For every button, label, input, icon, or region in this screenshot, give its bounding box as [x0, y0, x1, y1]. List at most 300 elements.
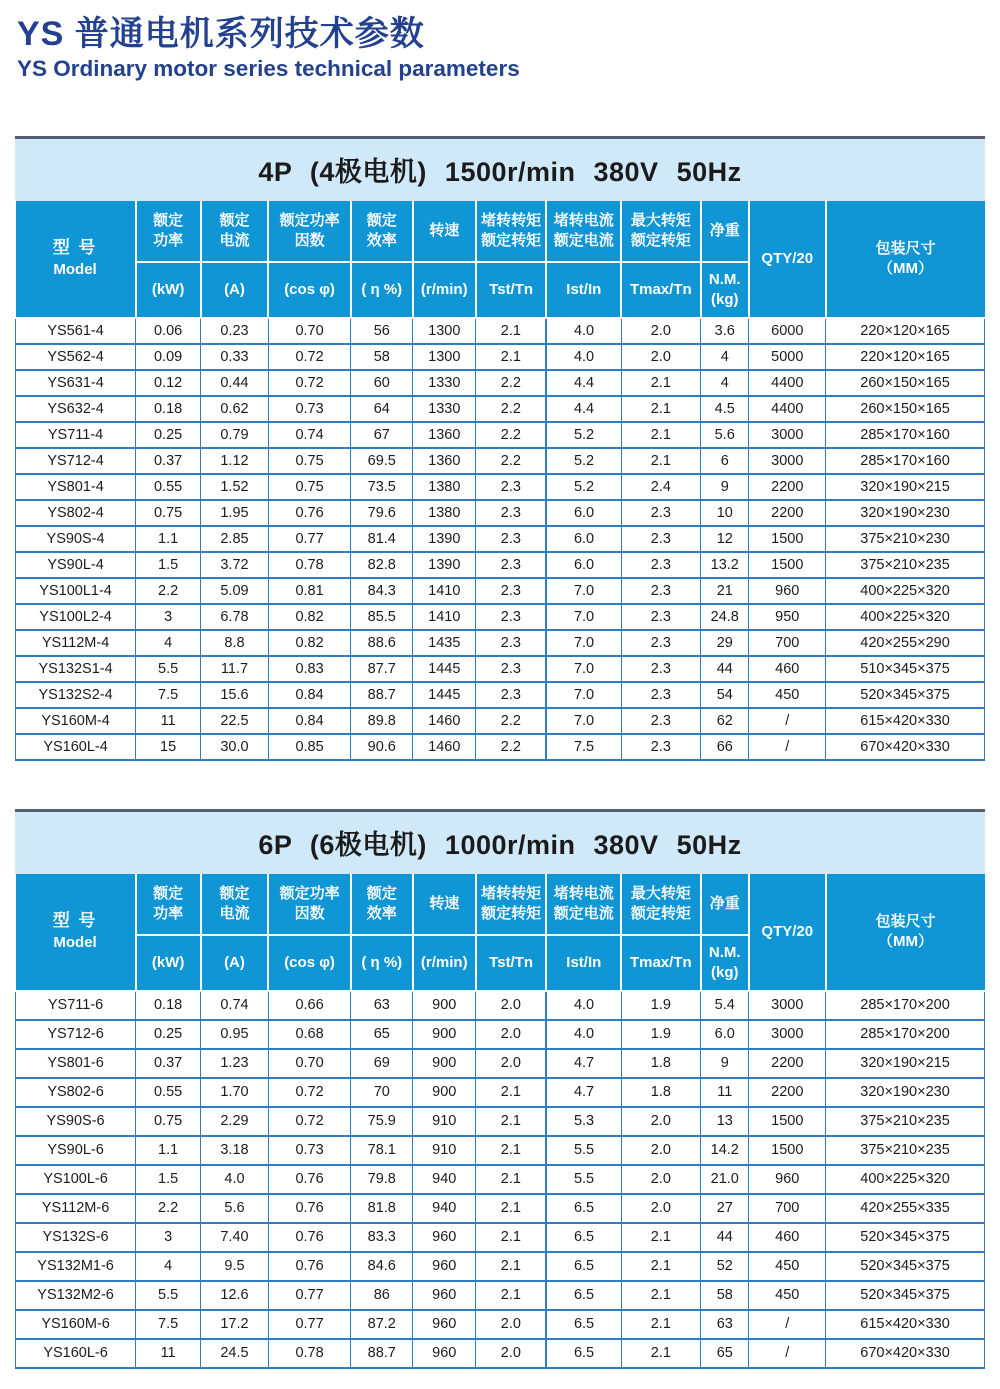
value-cell: 1500	[749, 1136, 826, 1165]
column-header-locked-current: 堵转电流 额定电流	[546, 874, 621, 935]
table-row	[16, 1078, 985, 1107]
value-cell: 2.0	[621, 1165, 700, 1194]
value-cell: 22.5	[201, 708, 269, 734]
value-cell: 1330	[413, 370, 476, 396]
value-cell: 12	[701, 526, 749, 552]
table-title-6p: 6P (6极电机) 1000r/min 380V 50Hz	[15, 812, 985, 874]
value-cell: 9	[701, 1049, 749, 1078]
value-cell: 2.3	[476, 552, 547, 578]
value-cell: 2.1	[476, 1281, 547, 1310]
column-header-rated-power: 额定 功率	[136, 201, 201, 262]
value-cell: 5.5	[546, 1165, 621, 1194]
value-cell: 260×150×165	[826, 370, 985, 396]
value-cell: 2.2	[476, 396, 547, 422]
value-cell: 67	[351, 422, 413, 448]
column-header-qty: QTY/20	[749, 201, 826, 318]
table-row	[16, 448, 985, 474]
column-unit-a: (A)	[201, 262, 269, 318]
table-row	[16, 1136, 985, 1165]
value-cell: 5.2	[546, 474, 621, 500]
column-header-locked-torque: 堵转转矩 额定转矩	[476, 874, 547, 935]
value-cell: 285×170×200	[826, 991, 985, 1020]
value-cell: 54	[701, 682, 749, 708]
value-cell: /	[749, 708, 826, 734]
value-cell: 320×190×230	[826, 1078, 985, 1107]
value-cell: 0.81	[268, 578, 350, 604]
value-cell: 6	[701, 448, 749, 474]
value-cell: 4400	[749, 396, 826, 422]
model-cell: YS802-6	[16, 1078, 136, 1107]
column-unit-tmax-tn: Tmax/Tn	[621, 935, 700, 991]
value-cell: 5.6	[201, 1194, 269, 1223]
value-cell: 285×170×160	[826, 448, 985, 474]
value-cell: 375×210×235	[826, 552, 985, 578]
value-cell: 450	[749, 1252, 826, 1281]
value-cell: 8.8	[201, 630, 269, 656]
column-header-power-factor: 额定功率 因数	[268, 201, 350, 262]
value-cell: 0.75	[268, 474, 350, 500]
value-cell: 7.0	[546, 682, 621, 708]
model-cell: YS801-4	[16, 474, 136, 500]
value-cell: 79.6	[351, 500, 413, 526]
value-cell: 21	[701, 578, 749, 604]
value-cell: 63	[351, 991, 413, 1020]
model-cell: YS160L-6	[16, 1339, 136, 1368]
value-cell: 0.78	[268, 1339, 350, 1368]
column-header-qty: QTY/20	[749, 874, 826, 991]
page-title-zh: YS 普通电机系列技术参数	[17, 15, 425, 53]
value-cell: 0.70	[268, 1049, 350, 1078]
value-cell: 400×225×320	[826, 578, 985, 604]
column-unit-kw: (kW)	[136, 262, 201, 318]
value-cell: /	[749, 734, 826, 760]
value-cell: 2.3	[476, 682, 547, 708]
value-cell: 6.5	[546, 1252, 621, 1281]
value-cell: 615×420×330	[826, 1310, 985, 1339]
value-cell: 88.7	[351, 1339, 413, 1368]
table-row	[16, 708, 985, 734]
value-cell: 375×210×235	[826, 1136, 985, 1165]
table-row	[16, 991, 985, 1020]
value-cell: 900	[413, 991, 476, 1020]
value-cell: 1445	[413, 656, 476, 682]
column-header-model: 型 号 Model	[16, 201, 136, 318]
value-cell: 320×190×215	[826, 474, 985, 500]
value-cell: 460	[749, 1223, 826, 1252]
value-cell: 0.37	[136, 1049, 201, 1078]
value-cell: 0.18	[136, 991, 201, 1020]
value-cell: 960	[413, 1252, 476, 1281]
model-cell: YS90S-6	[16, 1107, 136, 1136]
table-row	[16, 318, 985, 344]
value-cell: 960	[413, 1281, 476, 1310]
value-cell: 6.0	[546, 526, 621, 552]
value-cell: 7.5	[136, 682, 201, 708]
value-cell: 1435	[413, 630, 476, 656]
value-cell: 2.3	[621, 682, 700, 708]
value-cell: 2.0	[476, 1339, 547, 1368]
value-cell: 2.3	[476, 604, 547, 630]
value-cell: 4.0	[546, 318, 621, 344]
value-cell: 58	[701, 1281, 749, 1310]
value-cell: 6.0	[546, 552, 621, 578]
value-cell: 700	[749, 1194, 826, 1223]
value-cell: 2.3	[476, 526, 547, 552]
value-cell: 0.55	[136, 1078, 201, 1107]
model-cell: YS712-6	[16, 1020, 136, 1049]
column-unit-tst-tn: Tst/Tn	[476, 935, 547, 991]
value-cell: 2200	[749, 1049, 826, 1078]
value-cell: 0.83	[268, 656, 350, 682]
value-cell: 0.75	[136, 1107, 201, 1136]
value-cell: 7.0	[546, 630, 621, 656]
table-row	[16, 552, 985, 578]
value-cell: 950	[749, 604, 826, 630]
column-header-efficiency: 额定 效率	[351, 201, 413, 262]
value-cell: 56	[351, 318, 413, 344]
value-cell: 0.68	[268, 1020, 350, 1049]
value-cell: 520×345×375	[826, 1281, 985, 1310]
value-cell: 3	[136, 604, 201, 630]
value-cell: 58	[351, 344, 413, 370]
value-cell: 64	[351, 396, 413, 422]
value-cell: 670×420×330	[826, 734, 985, 760]
value-cell: 7.5	[136, 1310, 201, 1339]
column-unit-cos: (cos φ)	[268, 262, 350, 318]
value-cell: 1460	[413, 708, 476, 734]
value-cell: 2.4	[621, 474, 700, 500]
value-cell: 2.3	[621, 734, 700, 760]
value-cell: 5.6	[701, 422, 749, 448]
value-cell: 2200	[749, 474, 826, 500]
value-cell: 420×255×335	[826, 1194, 985, 1223]
value-cell: 5000	[749, 344, 826, 370]
table-row	[16, 474, 985, 500]
value-cell: /	[749, 1310, 826, 1339]
value-cell: 0.75	[136, 500, 201, 526]
value-cell: 2.3	[621, 526, 700, 552]
value-cell: 1460	[413, 734, 476, 760]
value-cell: 960	[749, 578, 826, 604]
column-unit-rmin: (r/min)	[413, 935, 476, 991]
value-cell: 520×345×375	[826, 1223, 985, 1252]
value-cell: 1410	[413, 604, 476, 630]
model-cell: YS711-4	[16, 422, 136, 448]
value-cell: 0.72	[268, 344, 350, 370]
value-cell: 2.0	[621, 344, 700, 370]
value-cell: 1360	[413, 448, 476, 474]
value-cell: 0.74	[268, 422, 350, 448]
value-cell: 0.85	[268, 734, 350, 760]
value-cell: 0.84	[268, 708, 350, 734]
value-cell: 70	[351, 1078, 413, 1107]
value-cell: 2.1	[621, 1339, 700, 1368]
value-cell: 2.0	[476, 1020, 547, 1049]
value-cell: 6.5	[546, 1281, 621, 1310]
value-cell: 85.5	[351, 604, 413, 630]
value-cell: 5.2	[546, 422, 621, 448]
model-cell: YS100L-6	[16, 1165, 136, 1194]
value-cell: 11	[136, 1339, 201, 1368]
value-cell: 3000	[749, 448, 826, 474]
value-cell: 450	[749, 1281, 826, 1310]
value-cell: 1.5	[136, 1165, 201, 1194]
value-cell: 2.1	[621, 370, 700, 396]
value-cell: 4	[701, 370, 749, 396]
value-cell: 0.79	[201, 422, 269, 448]
value-cell: 2.0	[476, 1049, 547, 1078]
value-cell: 0.72	[268, 1078, 350, 1107]
value-cell: 5.5	[136, 656, 201, 682]
value-cell: 7.0	[546, 708, 621, 734]
model-cell: YS132M1-6	[16, 1252, 136, 1281]
value-cell: 2.3	[476, 474, 547, 500]
value-cell: 7.40	[201, 1223, 269, 1252]
value-cell: 2.2	[476, 708, 547, 734]
value-cell: 960	[749, 1165, 826, 1194]
value-cell: 0.18	[136, 396, 201, 422]
table-row	[16, 422, 985, 448]
model-cell: YS100L1-4	[16, 578, 136, 604]
value-cell: 2.3	[476, 500, 547, 526]
model-cell: YS132S-6	[16, 1223, 136, 1252]
table-row	[16, 656, 985, 682]
value-cell: 2.1	[621, 1310, 700, 1339]
value-cell: 400×225×320	[826, 1165, 985, 1194]
value-cell: 87.2	[351, 1310, 413, 1339]
value-cell: 7.0	[546, 604, 621, 630]
value-cell: 6.5	[546, 1310, 621, 1339]
value-cell: 24.8	[701, 604, 749, 630]
table-row	[16, 526, 985, 552]
value-cell: 2.1	[621, 1281, 700, 1310]
value-cell: 0.82	[268, 604, 350, 630]
value-cell: 44	[701, 1223, 749, 1252]
value-cell: 3000	[749, 1020, 826, 1049]
table-row	[16, 1310, 985, 1339]
value-cell: 4400	[749, 370, 826, 396]
value-cell: 78.1	[351, 1136, 413, 1165]
value-cell: 3000	[749, 422, 826, 448]
value-cell: 0.95	[201, 1020, 269, 1049]
model-cell: YS561-4	[16, 318, 136, 344]
value-cell: 11	[701, 1078, 749, 1107]
value-cell: 2200	[749, 1078, 826, 1107]
column-unit-tst-tn: Tst/Tn	[476, 262, 547, 318]
value-cell: 910	[413, 1136, 476, 1165]
value-cell: 10	[701, 500, 749, 526]
table-row	[16, 1107, 985, 1136]
value-cell: 520×345×375	[826, 682, 985, 708]
value-cell: 6.0	[546, 500, 621, 526]
value-cell: /	[749, 1339, 826, 1368]
value-cell: 84.3	[351, 578, 413, 604]
value-cell: 1.9	[621, 1020, 700, 1049]
value-cell: 320×190×215	[826, 1049, 985, 1078]
column-header-rated-current: 额定 电流	[201, 201, 269, 262]
value-cell: 0.62	[201, 396, 269, 422]
value-cell: 2200	[749, 500, 826, 526]
table-header	[16, 874, 985, 991]
table-row	[16, 500, 985, 526]
spec-table-6p	[15, 874, 985, 1369]
table-row	[16, 682, 985, 708]
model-cell: YS132M2-6	[16, 1281, 136, 1310]
value-cell: 13.2	[701, 552, 749, 578]
value-cell: 11.7	[201, 656, 269, 682]
table-header	[16, 201, 985, 318]
column-header-efficiency: 额定 效率	[351, 874, 413, 935]
value-cell: 2.1	[476, 1194, 547, 1223]
value-cell: 700	[749, 630, 826, 656]
table-row	[16, 344, 985, 370]
value-cell: 0.73	[268, 396, 350, 422]
value-cell: 615×420×330	[826, 708, 985, 734]
value-cell: 260×150×165	[826, 396, 985, 422]
value-cell: 66	[701, 734, 749, 760]
value-cell: 0.70	[268, 318, 350, 344]
value-cell: 65	[701, 1339, 749, 1368]
value-cell: 6.78	[201, 604, 269, 630]
value-cell: 4.0	[546, 991, 621, 1020]
value-cell: 0.75	[268, 448, 350, 474]
value-cell: 1500	[749, 552, 826, 578]
value-cell: 11	[136, 708, 201, 734]
value-cell: 2.1	[621, 448, 700, 474]
model-cell: YS632-4	[16, 396, 136, 422]
table-row	[16, 1194, 985, 1223]
value-cell: 1.23	[201, 1049, 269, 1078]
value-cell: 2.3	[621, 708, 700, 734]
value-cell: 375×210×235	[826, 1107, 985, 1136]
column-header-speed: 转速	[413, 201, 476, 262]
value-cell: 670×420×330	[826, 1339, 985, 1368]
value-cell: 0.09	[136, 344, 201, 370]
value-cell: 6.5	[546, 1223, 621, 1252]
value-cell: 1500	[749, 1107, 826, 1136]
value-cell: 0.84	[268, 682, 350, 708]
value-cell: 86	[351, 1281, 413, 1310]
value-cell: 0.73	[268, 1136, 350, 1165]
value-cell: 1300	[413, 344, 476, 370]
value-cell: 69	[351, 1049, 413, 1078]
model-cell: YS160L-4	[16, 734, 136, 760]
model-cell: YS132S2-4	[16, 682, 136, 708]
value-cell: 5.4	[701, 991, 749, 1020]
table-row	[16, 396, 985, 422]
table-row	[16, 1049, 985, 1078]
column-unit-eta: ( η %)	[351, 935, 413, 991]
value-cell: 910	[413, 1107, 476, 1136]
value-cell: 1.70	[201, 1078, 269, 1107]
value-cell: 3.6	[701, 318, 749, 344]
value-cell: 1.1	[136, 1136, 201, 1165]
value-cell: 4.7	[546, 1078, 621, 1107]
value-cell: 0.77	[268, 1310, 350, 1339]
model-cell: YS90L-4	[16, 552, 136, 578]
column-header-max-torque: 最大转矩 额定转矩	[621, 874, 700, 935]
value-cell: 1500	[749, 526, 826, 552]
value-cell: 69.5	[351, 448, 413, 474]
value-cell: 0.23	[201, 318, 269, 344]
value-cell: 0.06	[136, 318, 201, 344]
table-row	[16, 1020, 985, 1049]
value-cell: 1.1	[136, 526, 201, 552]
value-cell: 2.3	[621, 630, 700, 656]
column-unit-kw: (kW)	[136, 935, 201, 991]
value-cell: 6.5	[546, 1194, 621, 1223]
model-cell: YS712-4	[16, 448, 136, 474]
value-cell: 0.37	[136, 448, 201, 474]
table-title-4p: 4P (4极电机) 1500r/min 380V 50Hz	[15, 139, 985, 201]
value-cell: 6.0	[701, 1020, 749, 1049]
value-cell: 4.5	[701, 396, 749, 422]
value-cell: 0.76	[268, 1223, 350, 1252]
value-cell: 17.2	[201, 1310, 269, 1339]
value-cell: 2.1	[476, 1165, 547, 1194]
table-section-6p	[15, 809, 985, 1369]
value-cell: 510×345×375	[826, 656, 985, 682]
value-cell: 75.9	[351, 1107, 413, 1136]
value-cell: 0.72	[268, 370, 350, 396]
column-header-packing: 包装尺寸 （MM）	[826, 201, 985, 318]
column-header-model: 型 号 Model	[16, 874, 136, 991]
value-cell: 27	[701, 1194, 749, 1223]
value-cell: 520×345×375	[826, 1252, 985, 1281]
value-cell: 4.0	[201, 1165, 269, 1194]
value-cell: 2.2	[476, 422, 547, 448]
column-unit-nm-kg: N.M. (kg)	[701, 262, 749, 318]
column-header-rated-power: 额定 功率	[136, 874, 201, 935]
column-header-locked-torque: 堵转转矩 额定转矩	[476, 201, 547, 262]
value-cell: 5.3	[546, 1107, 621, 1136]
column-header-rated-current: 额定 电流	[201, 874, 269, 935]
value-cell: 1360	[413, 422, 476, 448]
model-cell: YS112M-4	[16, 630, 136, 656]
value-cell: 900	[413, 1049, 476, 1078]
value-cell: 2.2	[136, 1194, 201, 1223]
table-row	[16, 1281, 985, 1310]
value-cell: 30.0	[201, 734, 269, 760]
value-cell: 4	[136, 1252, 201, 1281]
value-cell: 0.76	[268, 1165, 350, 1194]
table-row	[16, 1165, 985, 1194]
column-unit-ist-in: Ist/In	[546, 262, 621, 318]
value-cell: 285×170×200	[826, 1020, 985, 1049]
value-cell: 12.6	[201, 1281, 269, 1310]
model-cell: YS90S-4	[16, 526, 136, 552]
value-cell: 0.33	[201, 344, 269, 370]
value-cell: 2.0	[476, 1310, 547, 1339]
value-cell: 1.95	[201, 500, 269, 526]
value-cell: 4	[136, 630, 201, 656]
value-cell: 4	[701, 344, 749, 370]
value-cell: 2.1	[476, 318, 547, 344]
value-cell: 960	[413, 1310, 476, 1339]
spec-table-4p	[15, 201, 985, 761]
value-cell: 0.76	[268, 1252, 350, 1281]
value-cell: 960	[413, 1339, 476, 1368]
value-cell: 1300	[413, 318, 476, 344]
value-cell: 460	[749, 656, 826, 682]
value-cell: 52	[701, 1252, 749, 1281]
column-header-net-weight: 净重	[701, 874, 749, 935]
column-unit-a: (A)	[201, 935, 269, 991]
value-cell: 2.1	[476, 1136, 547, 1165]
value-cell: 2.1	[476, 1078, 547, 1107]
value-cell: 63	[701, 1310, 749, 1339]
value-cell: 400×225×320	[826, 604, 985, 630]
